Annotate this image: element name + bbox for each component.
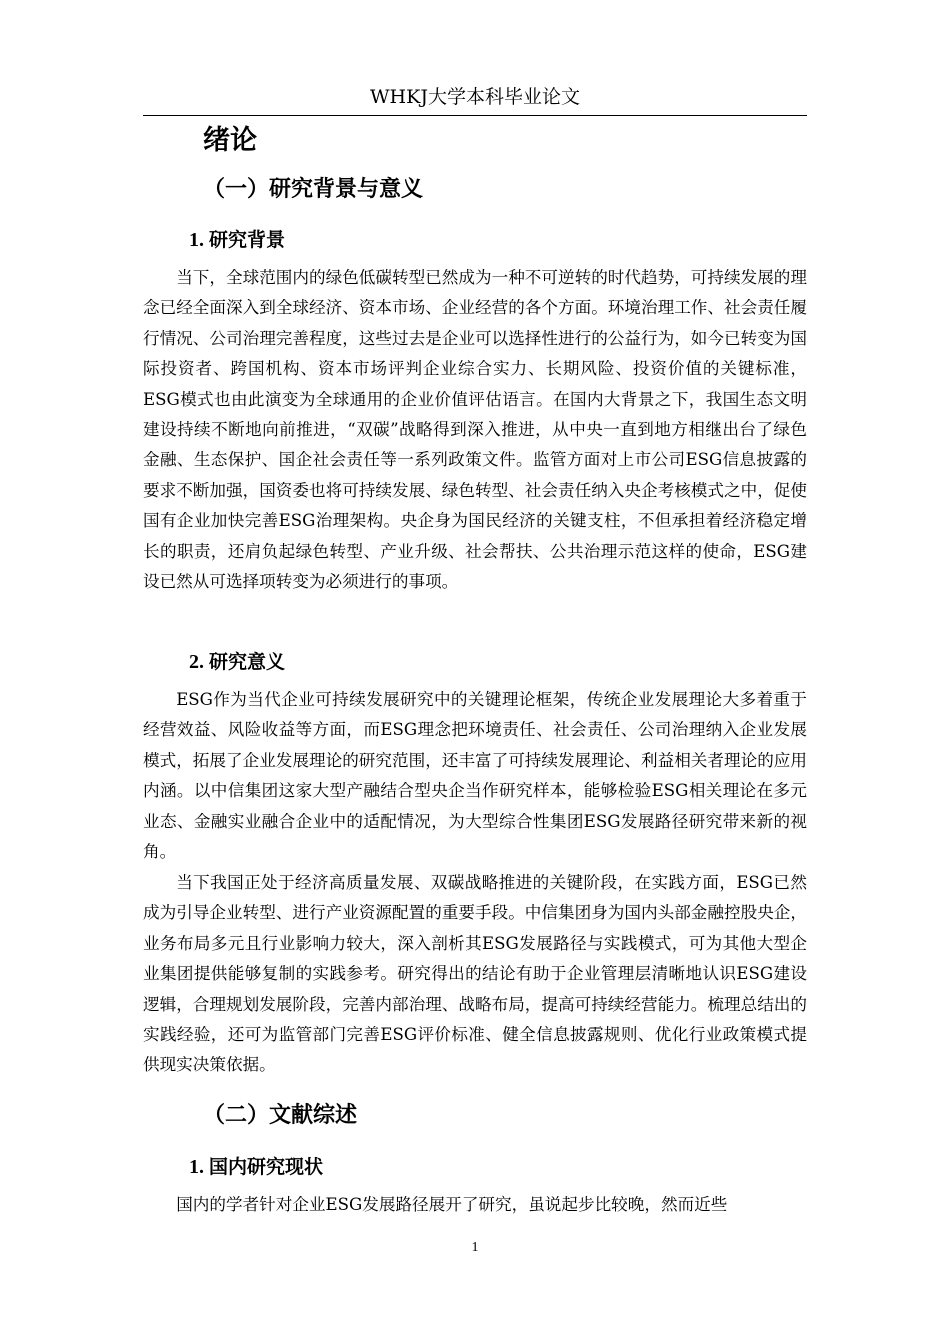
section-heading-literature: （二）文献综述 [203,1103,358,1128]
section-heading-background: （一）研究背景与意义 [203,177,424,202]
subsection-number: 1. [189,1156,204,1178]
running-header: WHKJ大学本科毕业论文 [370,86,580,108]
subsection-heading-domestic [189,1153,323,1181]
paragraph-domestic: 国内的学者针对企业ESG发展路径展开了研究，虽说起步比较晚，然而近些 [176,1195,728,1214]
subsection-number: 1. [189,229,204,251]
subsection-title: 研究背景 [209,229,286,251]
page-number: 1 [471,1240,479,1255]
header-rule [143,115,807,116]
subsection-title: 国内研究现状 [209,1156,324,1178]
chapter-title: 绪论 [203,125,257,156]
subsection-number: 2. [189,651,204,673]
paragraph-significance-theory: ESG作为当代企业可持续发展研究中的关键理论框架，传统企业发展理论大多着重于经营效益、风险收益等方面，而ESG理念把环境责任、社会责任、公司治理纳入企业发展模式，拓展了企业发展理论的研究范围，还丰富了可持续发展理论、利益相关者理论的应用内涵。以中信集团这家大型产融结合型央企当作研究样本，能够检验ESG相关理论在多元业态、金融实业融合企业中的适配情况，为大型综合性集团ESG发展路径研究带来新的视角。 [143,690,807,862]
paragraph-background: 当下，全球范围内的绿色低碳转型已然成为一种不可逆转的时代趋势，可持续发展的理念已经全面深入到全球经济、资本市场、企业经营的各个方面。环境治理工作、社会责任履行情况、公司治理完善程度，这些过去是企业可以选择性进行的公益行为，如今已转变为国际投资者、跨国机构、资本市场评判企业综合实力、长期风险、投资价值的关键标准，ESG模式也由此演变为全球通用的企业价值评估语言。在国内大背景之下，我国生态文明建设持续不断地向前推进，“双碳”战略得到深入推进，从中央一直到地方相继出台了绿色金融、生态保护、国企社会责任等一系列政策文件。监管方面对上市公司ESG信息披露的要求不断加强，国资委也将可持续发展、绿色转型、社会责任纳入央企考核模式之中，促使国有企业加快完善ESG治理架构。央企身为国民经济的关键支柱，不但承担着经济稳定增长的职责，还肩负起绿色转型、产业升级、社会帮扶、公共治理示范这样的使命，ESG建设已然从可选择项转变为必须进行的事项。 [143,268,807,592]
subsection-heading-background [189,226,285,254]
paragraph-significance-practice: 当下我国正处于经济高质量发展、双碳战略推进的关键阶段，在实践方面，ESG已然成为引导企业转型、进行产业资源配置的重要手段。中信集团身为国内头部金融控股央企，业务布局多元且行业影响力较大，深入剖析其ESG发展路径与实践模式，可为其他大型企业集团提供能够复制的实践参考。研究得出的结论有助于企业管理层清晰地认识ESG建设逻辑，合理规划发展阶段，完善内部治理、战略布局，提高可持续经营能力。梳理总结出的实践经验，还可为监管部门完善ESG评价标准、健全信息披露规则、优化行业政策模式提供现实决策依据。 [143,873,807,1075]
subsection-heading-significance [189,648,285,676]
subsection-title: 研究意义 [209,651,286,673]
